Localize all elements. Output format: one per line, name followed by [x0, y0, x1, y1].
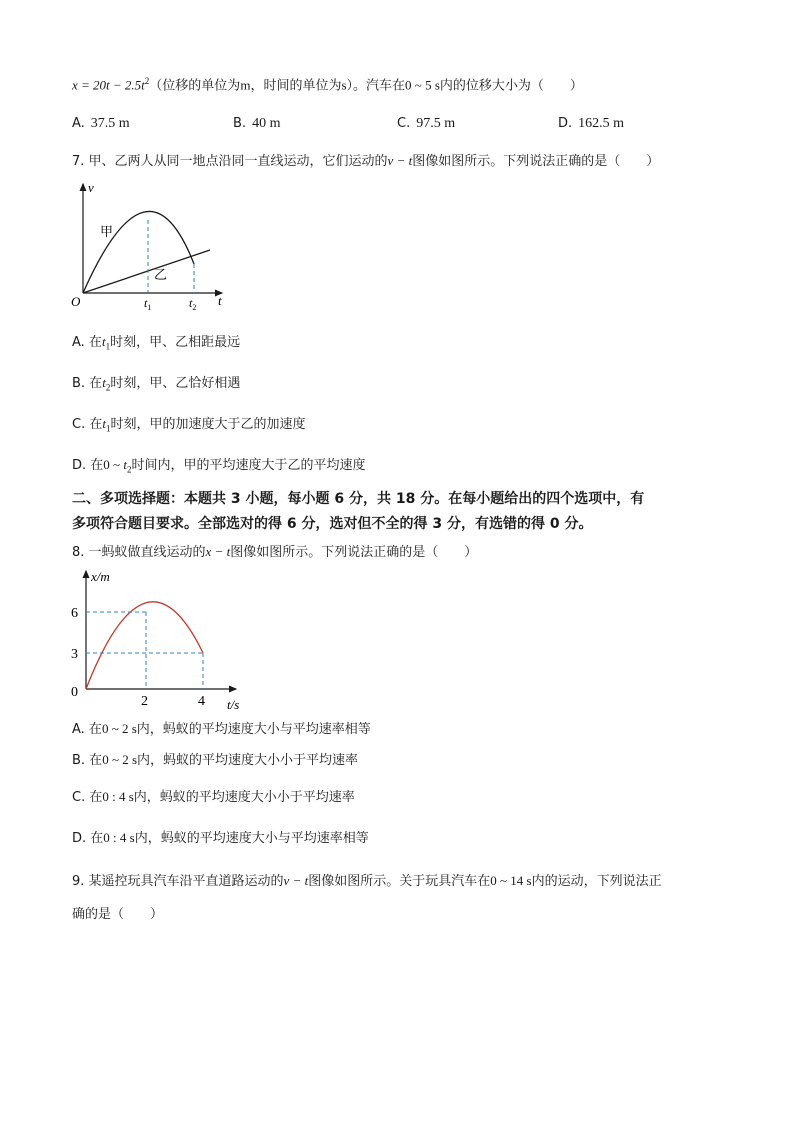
q9-stem-line1: 9. 某遥控玩具汽车沿平直道路运动的v − t图像如图所示。关于玩具汽车在0 ~ 14 s内的运动，下列说法正: [72, 873, 662, 889]
q8-tick-2: 2: [141, 694, 148, 709]
q9-stem-line2: 确的是（ ）: [72, 907, 164, 922]
q7-curve-jia: [83, 211, 194, 293]
q7-label-jia: 甲: [100, 225, 114, 240]
q8-stem: 8. 一蚂蚁做直线运动的x − t图像如图所示。下列说法正确的是（ ）: [72, 544, 478, 560]
q6-option-b[interactable]: B. 40 m: [233, 116, 281, 131]
q8-option-d[interactable]: D. 在0 : 4 s内，蚂蚁的平均速度大小与平均速率相等: [72, 830, 369, 846]
q7-vt-graph: [70, 180, 240, 315]
q7-axis-label-v: v: [88, 180, 94, 195]
q7-stem: 7. 甲、乙两人从同一地点沿同一直线运动，它们运动的v − t图像如图所示。下列说法正确的是（ ）: [72, 153, 660, 169]
q7-option-b[interactable]: B. 在$t_2$时刻，甲、乙恰好相遇: [72, 375, 241, 393]
q6-option-d[interactable]: D. 162.5 m: [558, 116, 625, 131]
q7-label-yi: 乙: [154, 268, 168, 283]
q7-tick-t1: $t_1$: [144, 296, 152, 312]
q7-tick-t2: $t_2$: [189, 296, 197, 312]
q8-tick-4: 4: [198, 694, 205, 709]
q7-option-c[interactable]: C. 在$t_1$时刻，甲的加速度大于乙的加速度: [72, 416, 306, 434]
q8-curve: [86, 602, 203, 689]
q7-option-a[interactable]: A. 在$t_1$时刻，甲、乙相距最远: [72, 334, 241, 352]
q8-axis-label-t: t/s: [227, 697, 240, 712]
q7-line-yi: [83, 250, 210, 293]
section2-heading-line1: 二、多项选择题：本题共 3 小题，每小题 6 分，共 18 分。在每小题给出的四个选项中，有: [72, 491, 645, 507]
q7-axis-label-t: t: [218, 293, 222, 308]
q7-origin-label: O: [71, 294, 81, 309]
q8-tick-3: 3: [71, 647, 78, 662]
q8-option-c[interactable]: C. 在0 : 4 s内，蚂蚁的平均速度大小小于平均速率: [72, 789, 355, 805]
q6-stem: $x = 20t - 2.5t^2$（位移的单位为m，时间的单位为s）。汽车在0 ~ 5 s内的位移大小为（ ）: [72, 76, 583, 94]
q8-option-b[interactable]: B. 在0 ~ 2 s内，蚂蚁的平均速度大小小于平均速率: [72, 752, 359, 768]
q6-option-c[interactable]: C. 97.5 m: [397, 116, 456, 131]
section2-heading-line2: 多项符合题目要求。全部选对的得 6 分，选对但不全的得 3 分，有选错的得 0 分。: [72, 516, 593, 532]
q8-tick-0: 0: [71, 685, 78, 700]
q6-option-a[interactable]: A. 37.5 m: [72, 116, 130, 131]
q8-xt-graph: [66, 565, 256, 715]
q8-axis-label-x: x/m: [91, 569, 110, 584]
q6-formula: x = 20t − 2.5t: [72, 77, 145, 93]
q8-tick-6: 6: [71, 606, 78, 621]
q8-option-a[interactable]: A. 在0 ~ 2 s内，蚂蚁的平均速度大小与平均速率相等: [72, 721, 371, 737]
q7-option-d[interactable]: D. 在0 ~ $t_2$时间内，甲的平均速度大于乙的平均速度: [72, 457, 366, 475]
